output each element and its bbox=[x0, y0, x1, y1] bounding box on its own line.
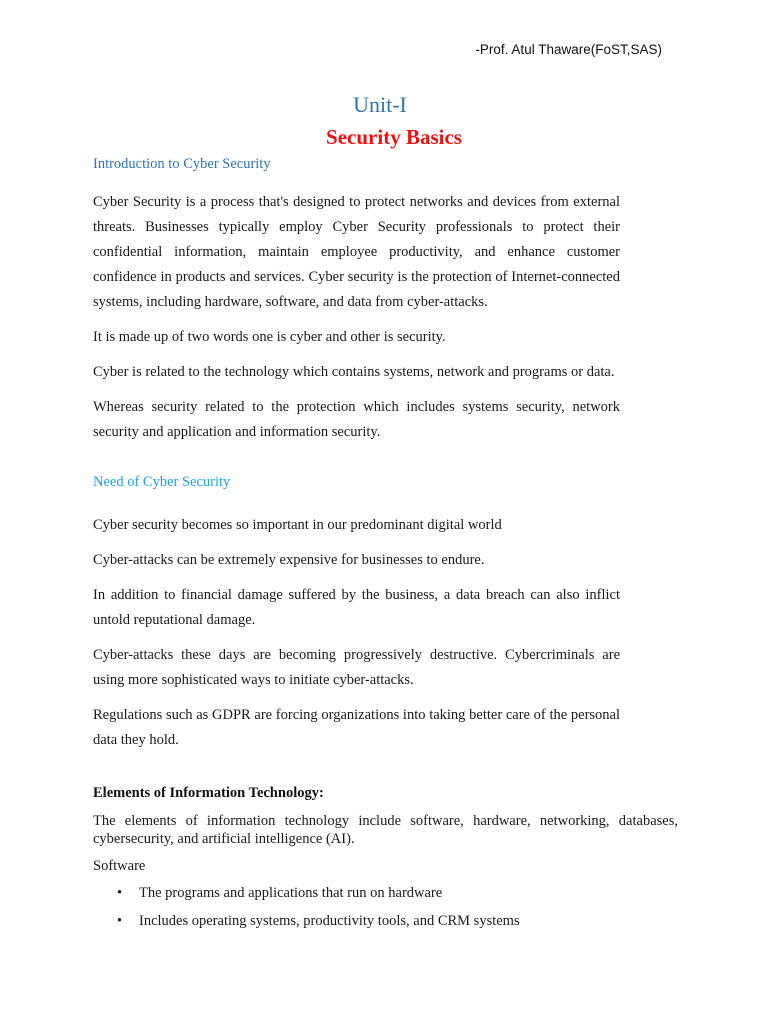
bullet-icon: • bbox=[117, 913, 123, 929]
main-title: Security Basics bbox=[326, 125, 462, 149]
need-heading: Need of Cyber Security bbox=[93, 474, 231, 490]
need-point: In addition to financial damage suffered by the business, a data breach can also inflict untold reputational damage. bbox=[93, 587, 620, 628]
unit-title: Unit-I bbox=[353, 92, 407, 117]
need-point: Cyber-attacks these days are becoming progressively destructive. Cybercriminals are using more sophisticated ways to initiate cyber-attacks. bbox=[93, 647, 620, 688]
list-item-text: Includes operating systems, productivity tools, and CRM systems bbox=[139, 913, 520, 929]
intro-heading: Introduction to Cyber Security bbox=[93, 156, 271, 172]
need-point: Cyber-attacks can be extremely expensive for businesses to endure. bbox=[93, 552, 485, 568]
need-point: Cyber security becomes so important in our predominant digital world bbox=[93, 517, 502, 533]
bullet-icon: • bbox=[117, 885, 123, 901]
cyber-definition: Cyber is related to the technology which contains systems, network and programs or data. bbox=[93, 364, 615, 380]
two-words-paragraph: It is made up of two words one is cyber and other is security. bbox=[93, 329, 446, 345]
list-item bbox=[93, 884, 653, 912]
software-bullet-list bbox=[93, 884, 653, 940]
list-item-text: The programs and applications that run on hardware bbox=[139, 885, 443, 901]
intro-paragraph: Cyber Security is a process that's designed to protect networks and devices from external threats. Businesses typically employ Cyber Security professionals to protect their confidential information, maintain employee productivity, and enhance customer confidence in products and services. Cyber security is the protection of Internet-connected systems, including hardware, software, and data from cyber-attacks. bbox=[93, 194, 620, 310]
need-point: Regulations such as GDPR are forcing organizations into taking better care of the personal data they hold. bbox=[93, 707, 620, 748]
security-definition: Whereas security related to the protection which includes systems security, network security and application and information security. bbox=[93, 399, 620, 440]
software-label: Software bbox=[93, 858, 146, 874]
elements-intro: The elements of information technology include software, hardware, networking, databases, cybersecurity, and artificial intelligence (AI). bbox=[93, 813, 678, 847]
list-item bbox=[93, 912, 653, 940]
elements-heading: Elements of Information Technology: bbox=[93, 785, 324, 801]
author-header: -Prof. Atul Thaware(FoST,SAS) bbox=[475, 42, 662, 57]
